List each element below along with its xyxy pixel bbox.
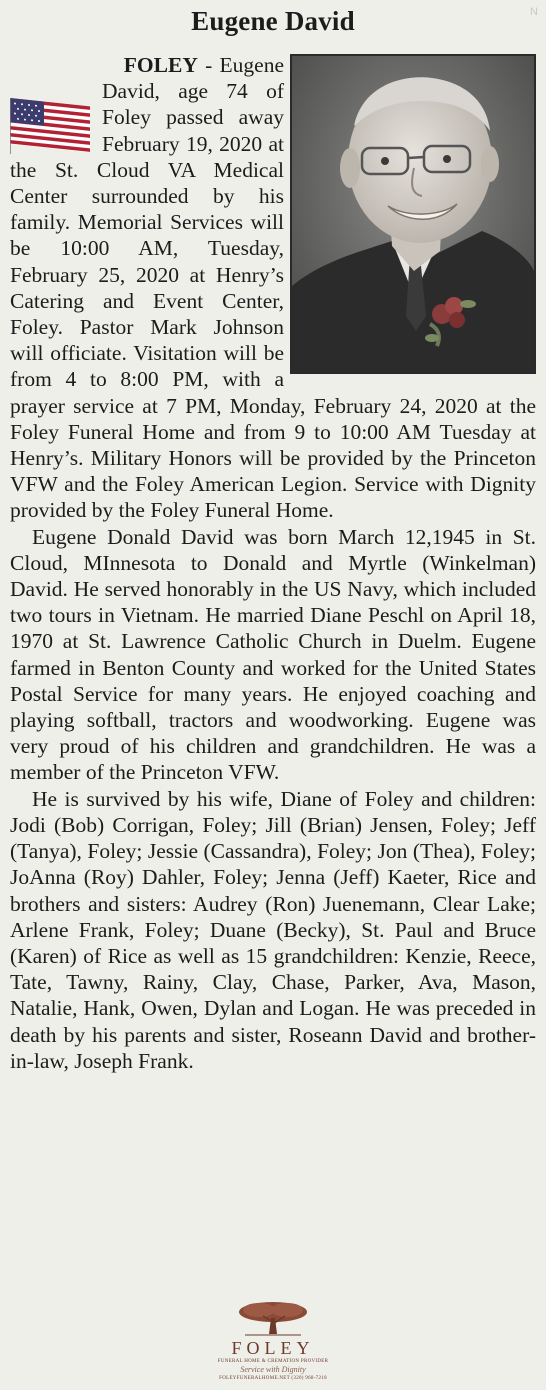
tree-logo-icon bbox=[235, 1300, 311, 1336]
logo-subtitle: FUNERAL HOME & CREMATION PROVIDER bbox=[217, 1359, 329, 1364]
portrait-photo bbox=[290, 54, 536, 374]
american-flag-icon bbox=[10, 98, 94, 154]
obituary-title: Eugene David bbox=[191, 6, 355, 36]
obituary-paragraph-2: Eugene Donald David was born March 12,1945 in St. Cloud, MInnesota to Donald and Myrtle (Winkelman) David. He served honorably in the US Navy, which included two tours in Vietnam. He married Diane Peschl on April 18, 1970 at St. Lawrence Catholic Church in Duelm. Eugene farmed in Benton County and worked for the United States Postal Service for many years. He enjoyed coaching and playing softball, tractors and woodworking. Eugene was very proud of his children and grandchildren. He was a member of the Princeton VFW. bbox=[10, 524, 536, 785]
lead-location: FOLEY bbox=[123, 53, 198, 77]
logo-tagline: Service with Dignity bbox=[240, 1365, 306, 1374]
lead-text: - Eugene David, age 74 of Foley passed away February 19, 2020 at the St. Cloud VA Medical Center surrounded by his family. Memorial Services will be 10:00 AM, Tuesday, February 25, 2020 at Henry’s Catering and Event Center, Foley. Pastor Mark Johnson will officiate. Visitation will be from 4 to 8:00 PM, with a prayer service at 7 PM, Monday, February 24, 2020 at the Foley Funeral Home and from 9 to 10:00 AM Tuesday at Henry’s. Military Honors will be provided by the Princeton VFW and the Foley American Legion. Service with Dignity provided by the Foley Funeral Home. bbox=[10, 53, 536, 523]
obituary-paragraph-3: He is survived by his wife, Diane of Foley and children: Jodi (Bob) Corrigan, Foley; Jill (Brian) Jensen, Foley; Jeff (Tanya), Foley; Jessie (Cassandra), Foley; Jon (Thea), Foley; JoAnna (Roy) Dahler, Foley; Jenna (Jeff) Kaeter, Rice and brothers and sisters: Audrey (Ron) Juenemann, Clear Lake; Arlene Frank, Foley; Duane (Becky), St. Paul and Bruce (Karen) of Rice as well as 15 grandchildren: Kenzie, Reece, Tate, Tawny, Rainy, Clay, Chase, Parker, Ava, Mason, Natalie, Hank, Owen, Dylan and Logan. He was preceded in death by his parents and sister, Roseann David and brother-in-law, Joseph Frank. bbox=[10, 786, 536, 1073]
corner-mark: N bbox=[530, 6, 538, 18]
logo-contact: FOLEYFUNERALHOME.NET (320) 968-7218 bbox=[219, 1376, 327, 1381]
obituary-body bbox=[10, 52, 536, 1074]
funeral-home-logo bbox=[210, 1300, 336, 1386]
logo-name: FOLEY bbox=[231, 1338, 315, 1358]
